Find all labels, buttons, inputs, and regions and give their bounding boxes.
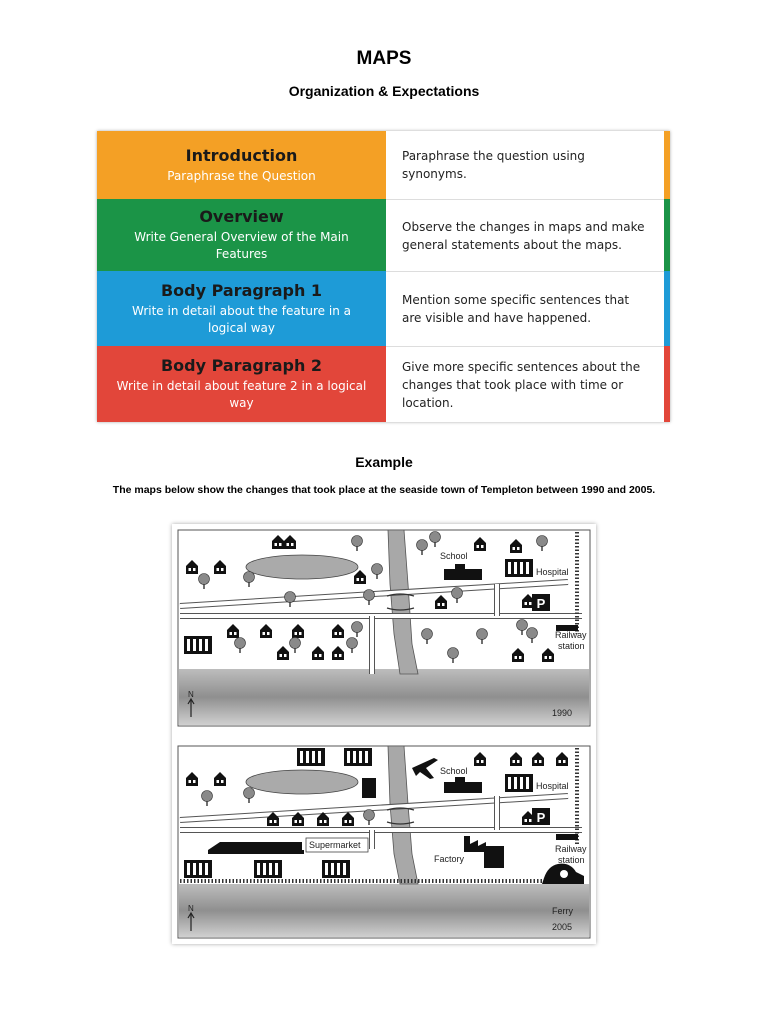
page-title: MAPS [356,48,412,69]
map-2005-north-label: N [188,904,194,913]
map-2005 [178,746,590,938]
body1-edge [664,271,670,346]
body1-heading: Body Paragraph 1 [160,280,323,300]
overview-description: Observe the changes in maps and make general statements about the maps. [386,199,664,271]
map-1990-sea [179,669,589,725]
map-1990-hospital-label: Hospital [536,567,569,577]
page-subtitle: Organization & Expectations [288,83,480,99]
map-1990-station-label: station [558,641,585,651]
map-2005-school-label: School [440,766,468,776]
body1-cell [97,271,386,346]
overview-sub: Write General Overview of the Main Features [134,230,349,261]
row-introduction [97,131,670,199]
overview-cell [97,199,386,271]
templeton-maps-figure [172,524,596,944]
body2-cell [97,346,386,422]
body1-sub: Write in detail about the feature in a logical way [132,303,351,335]
overview-heading: Overview [199,207,284,226]
map-1990 [178,530,590,726]
map-1990-year: 1990 [552,708,573,718]
introduction-cell [97,131,386,199]
map-1990-north-label: N [188,690,194,699]
body2-heading: Body Paragraph 2 [160,356,323,375]
introduction-heading: Introduction [185,145,298,165]
map-2005-sea [179,884,589,937]
row-overview [97,199,670,271]
example-text: The maps below show the changes that took place at the seaside town of Templeton between 1990 and 2005. [112,484,656,496]
body2-edge [664,346,670,422]
body2-sub: Write in detail about feature 2 in a logical way [116,379,367,410]
introduction-edge [664,131,670,199]
introduction-description: Paraphrase the question using synonyms. [402,149,585,181]
overview-edge [664,199,670,271]
map-2005-ferry-label: Ferry [552,906,573,916]
map-2005-railway-label: Railway [555,844,587,854]
map-2005-station-label: station [558,855,585,865]
map-2005-hospital-label: Hospital [536,781,569,791]
example-title: Example [355,454,413,470]
map-2005-parking-label: P [536,810,546,825]
map-2005-year: 2005 [552,922,573,932]
row-body2 [97,346,670,422]
organization-table [97,131,670,422]
map-1990-lake [246,555,358,579]
supermarket-icon [208,842,302,850]
map-1990-parking-label: P [536,596,546,611]
map-2005-factory-label: Factory [434,854,465,864]
row-body1 [97,271,670,346]
body2-description: Give more specific sentences about the changes that took place with time or location. [386,346,664,422]
map-2005-supermarket-label: Supermarket [309,840,361,850]
factory-icon [464,836,470,852]
map-2005-lake [246,770,358,794]
introduction-sub: Paraphrase the Question [167,168,316,183]
map-1990-railway-label: Railway [555,630,587,640]
map-1990-school-label: School [440,551,468,561]
body1-description: Mention some specific sentences that are visible and have happened. [386,271,664,346]
